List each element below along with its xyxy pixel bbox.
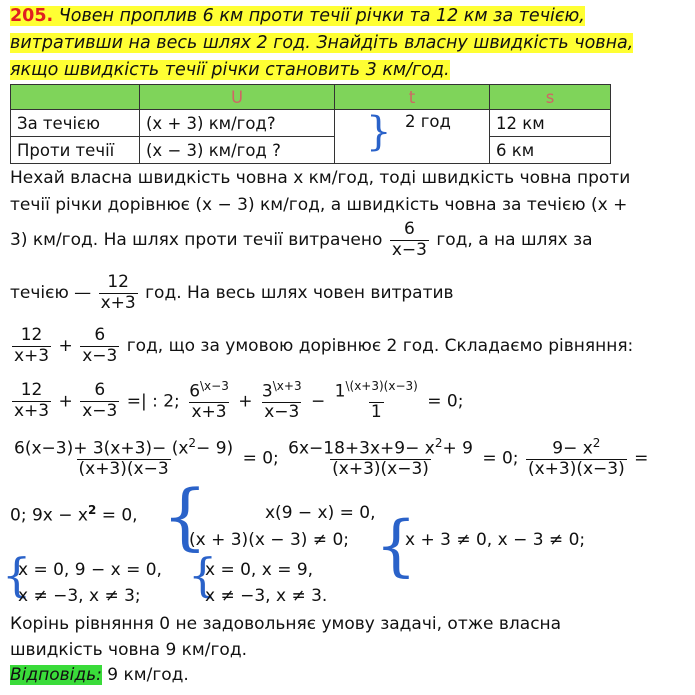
denominator: (x+3)(x−3) [332, 459, 429, 480]
numerator: $6x-18+3x+9- x^2+ 9$ [288, 436, 473, 459]
equation-line-1 [10, 380, 463, 423]
problem-line-2 [10, 31, 633, 55]
time-value: 2 год [405, 112, 451, 131]
denominator: x−3 [391, 239, 427, 260]
lcd-factor: \(x+3)(x−3) [345, 379, 418, 393]
numerator: 12 [20, 325, 43, 345]
system-line-1 [10, 503, 138, 526]
table-cell-time [335, 110, 490, 164]
solution-line-2: течії річки дорівнює (x − 3) км/год, а швидкість човна за течією (x + [10, 195, 628, 215]
text: 0; 9x − x [10, 505, 88, 526]
denominator: (x+3)(x−3 [78, 459, 169, 480]
system-line-2a: (x + 3)(x − 3) ≠ 0; [189, 530, 349, 550]
text: год, що за умовою дорівнює 2 год. Складаємо рівняння: [126, 336, 634, 357]
text: = 0; [482, 448, 519, 469]
conclusion-line-1: Корінь рівняння 0 не задовольняє умову задачі, отже власна [10, 614, 562, 634]
table-header-cell: U [140, 85, 335, 110]
problem-line-1 [10, 4, 585, 28]
system-4-line-2: x ≠ −3, x ≠ 3. [205, 586, 328, 606]
numerator: 6 [94, 325, 106, 345]
denominator: x+3 [14, 345, 50, 366]
solution-line-4 [10, 273, 454, 313]
table-cell: (x − 3) км/год ? [140, 137, 335, 164]
text: 3) км/год. На шлях проти течії витрачено [10, 230, 383, 251]
table-brace: } [366, 109, 392, 155]
table-header-row [11, 85, 611, 110]
fraction-12-over-x-plus-3 [12, 326, 51, 366]
fraction-lcd-2 [260, 380, 304, 423]
fraction-lcd-1 [187, 380, 231, 423]
text: год, а на шлях за [436, 230, 593, 251]
table-cell: 6 км [490, 137, 611, 164]
problem-text-3: якщо швидкість течії річки становить 3 км/год. [10, 60, 450, 80]
text: =| : 2; [126, 391, 180, 412]
answer-line [10, 665, 189, 685]
fraction-lcd-3 [333, 380, 420, 423]
table-cell: (x + 3) км/год? [140, 110, 335, 137]
text: год. На весь шлях човен витратив [145, 283, 454, 304]
exponent: 2 [87, 503, 97, 517]
problem-line-3 [10, 58, 450, 82]
solution-line-3 [10, 220, 593, 260]
fraction-6-over-x-minus-3 [80, 326, 119, 366]
fraction-12-over-x-plus-3 [99, 273, 138, 313]
lcd-factor: \x−3 [200, 379, 229, 393]
text: = 0, [96, 505, 138, 526]
numerator: 6 [403, 219, 415, 239]
numerator: $9- x^2$ [552, 436, 601, 459]
system-brace-1: { [162, 474, 208, 558]
denominator: x−3 [82, 345, 118, 366]
system-4-line-1: x = 0, x = 9, [205, 560, 314, 580]
table-header-cell [11, 85, 140, 110]
plus-sign: + [58, 391, 73, 412]
numerator: $1^{\backslash(x+3)(x-3)}$ [334, 379, 418, 402]
minus-sign: − [311, 391, 326, 412]
denominator: x+3 [14, 400, 50, 421]
answer-label: Відповідь: [10, 665, 102, 685]
system-brace-3: { [2, 548, 32, 602]
fraction-combined-3 [526, 437, 627, 480]
numerator: 12 [20, 380, 43, 401]
table-cell: Проти течії [11, 137, 140, 164]
system-3-line-2: x ≠ −3, x ≠ 3; [18, 586, 141, 606]
text: = [634, 448, 649, 469]
problem-number: 205. [10, 6, 54, 26]
denominator: x−3 [82, 400, 118, 421]
numerator: 12 [107, 272, 129, 292]
denominator: x+3 [191, 402, 227, 423]
system-brace-4: { [188, 548, 218, 602]
fraction-12-over-x-plus-3 [12, 381, 51, 421]
table-cell: 12 км [490, 110, 611, 137]
problem-text-1: Човен проплив 6 км проти течії річки та 12 км за течією, [53, 6, 585, 26]
system-line-1c: x(9 − x) = 0, [265, 503, 376, 523]
table-header-cell: s [490, 85, 611, 110]
text: течією — [10, 283, 92, 304]
system-brace-2: { [375, 507, 417, 584]
data-table [10, 84, 611, 164]
numerator: $3^{\backslash x+3}$ [261, 379, 302, 402]
text: = 0; [242, 448, 279, 469]
plus-sign: + [238, 391, 253, 412]
denominator: x+3 [100, 292, 136, 313]
solution-line-1: Нехай власна швидкість човна x км/год, тоді швидкість човна проти [10, 168, 631, 188]
conclusion-line-2: швидкість човна 9 км/год. [10, 640, 247, 660]
text: = 0; [427, 391, 464, 412]
fraction-combined-2 [286, 437, 475, 480]
fraction-6-over-x-minus-3 [390, 220, 429, 260]
solution-line-5 [10, 326, 633, 366]
table-header-cell: t [335, 85, 490, 110]
fraction-6-over-x-minus-3 [80, 381, 119, 421]
equation-line-2 [10, 437, 648, 480]
numerator: $6(x-3)+ 3(x+3)- (x^2- 9)$ [14, 436, 234, 459]
denominator: (x+3)(x−3) [527, 459, 625, 480]
lcd-factor: \x+3 [272, 379, 302, 393]
table-cell: За течією [11, 110, 140, 137]
problem-text-2: витративши на весь шлях 2 год. Знайдіть власну швидкість човна, [10, 33, 634, 53]
system-line-2b: x + 3 ≠ 0, x − 3 ≠ 0; [405, 530, 586, 550]
table-row [11, 110, 611, 137]
table-row [11, 137, 611, 164]
denominator: 1 [370, 402, 382, 423]
answer-value: 9 км/год. [101, 665, 189, 685]
denominator: x−3 [264, 402, 300, 423]
numerator: $6^{\backslash x-3}$ [189, 379, 229, 402]
system-3-line-1: x = 0, 9 − x = 0, [18, 560, 162, 580]
numerator: 6 [94, 380, 106, 401]
plus-sign: + [58, 336, 73, 357]
